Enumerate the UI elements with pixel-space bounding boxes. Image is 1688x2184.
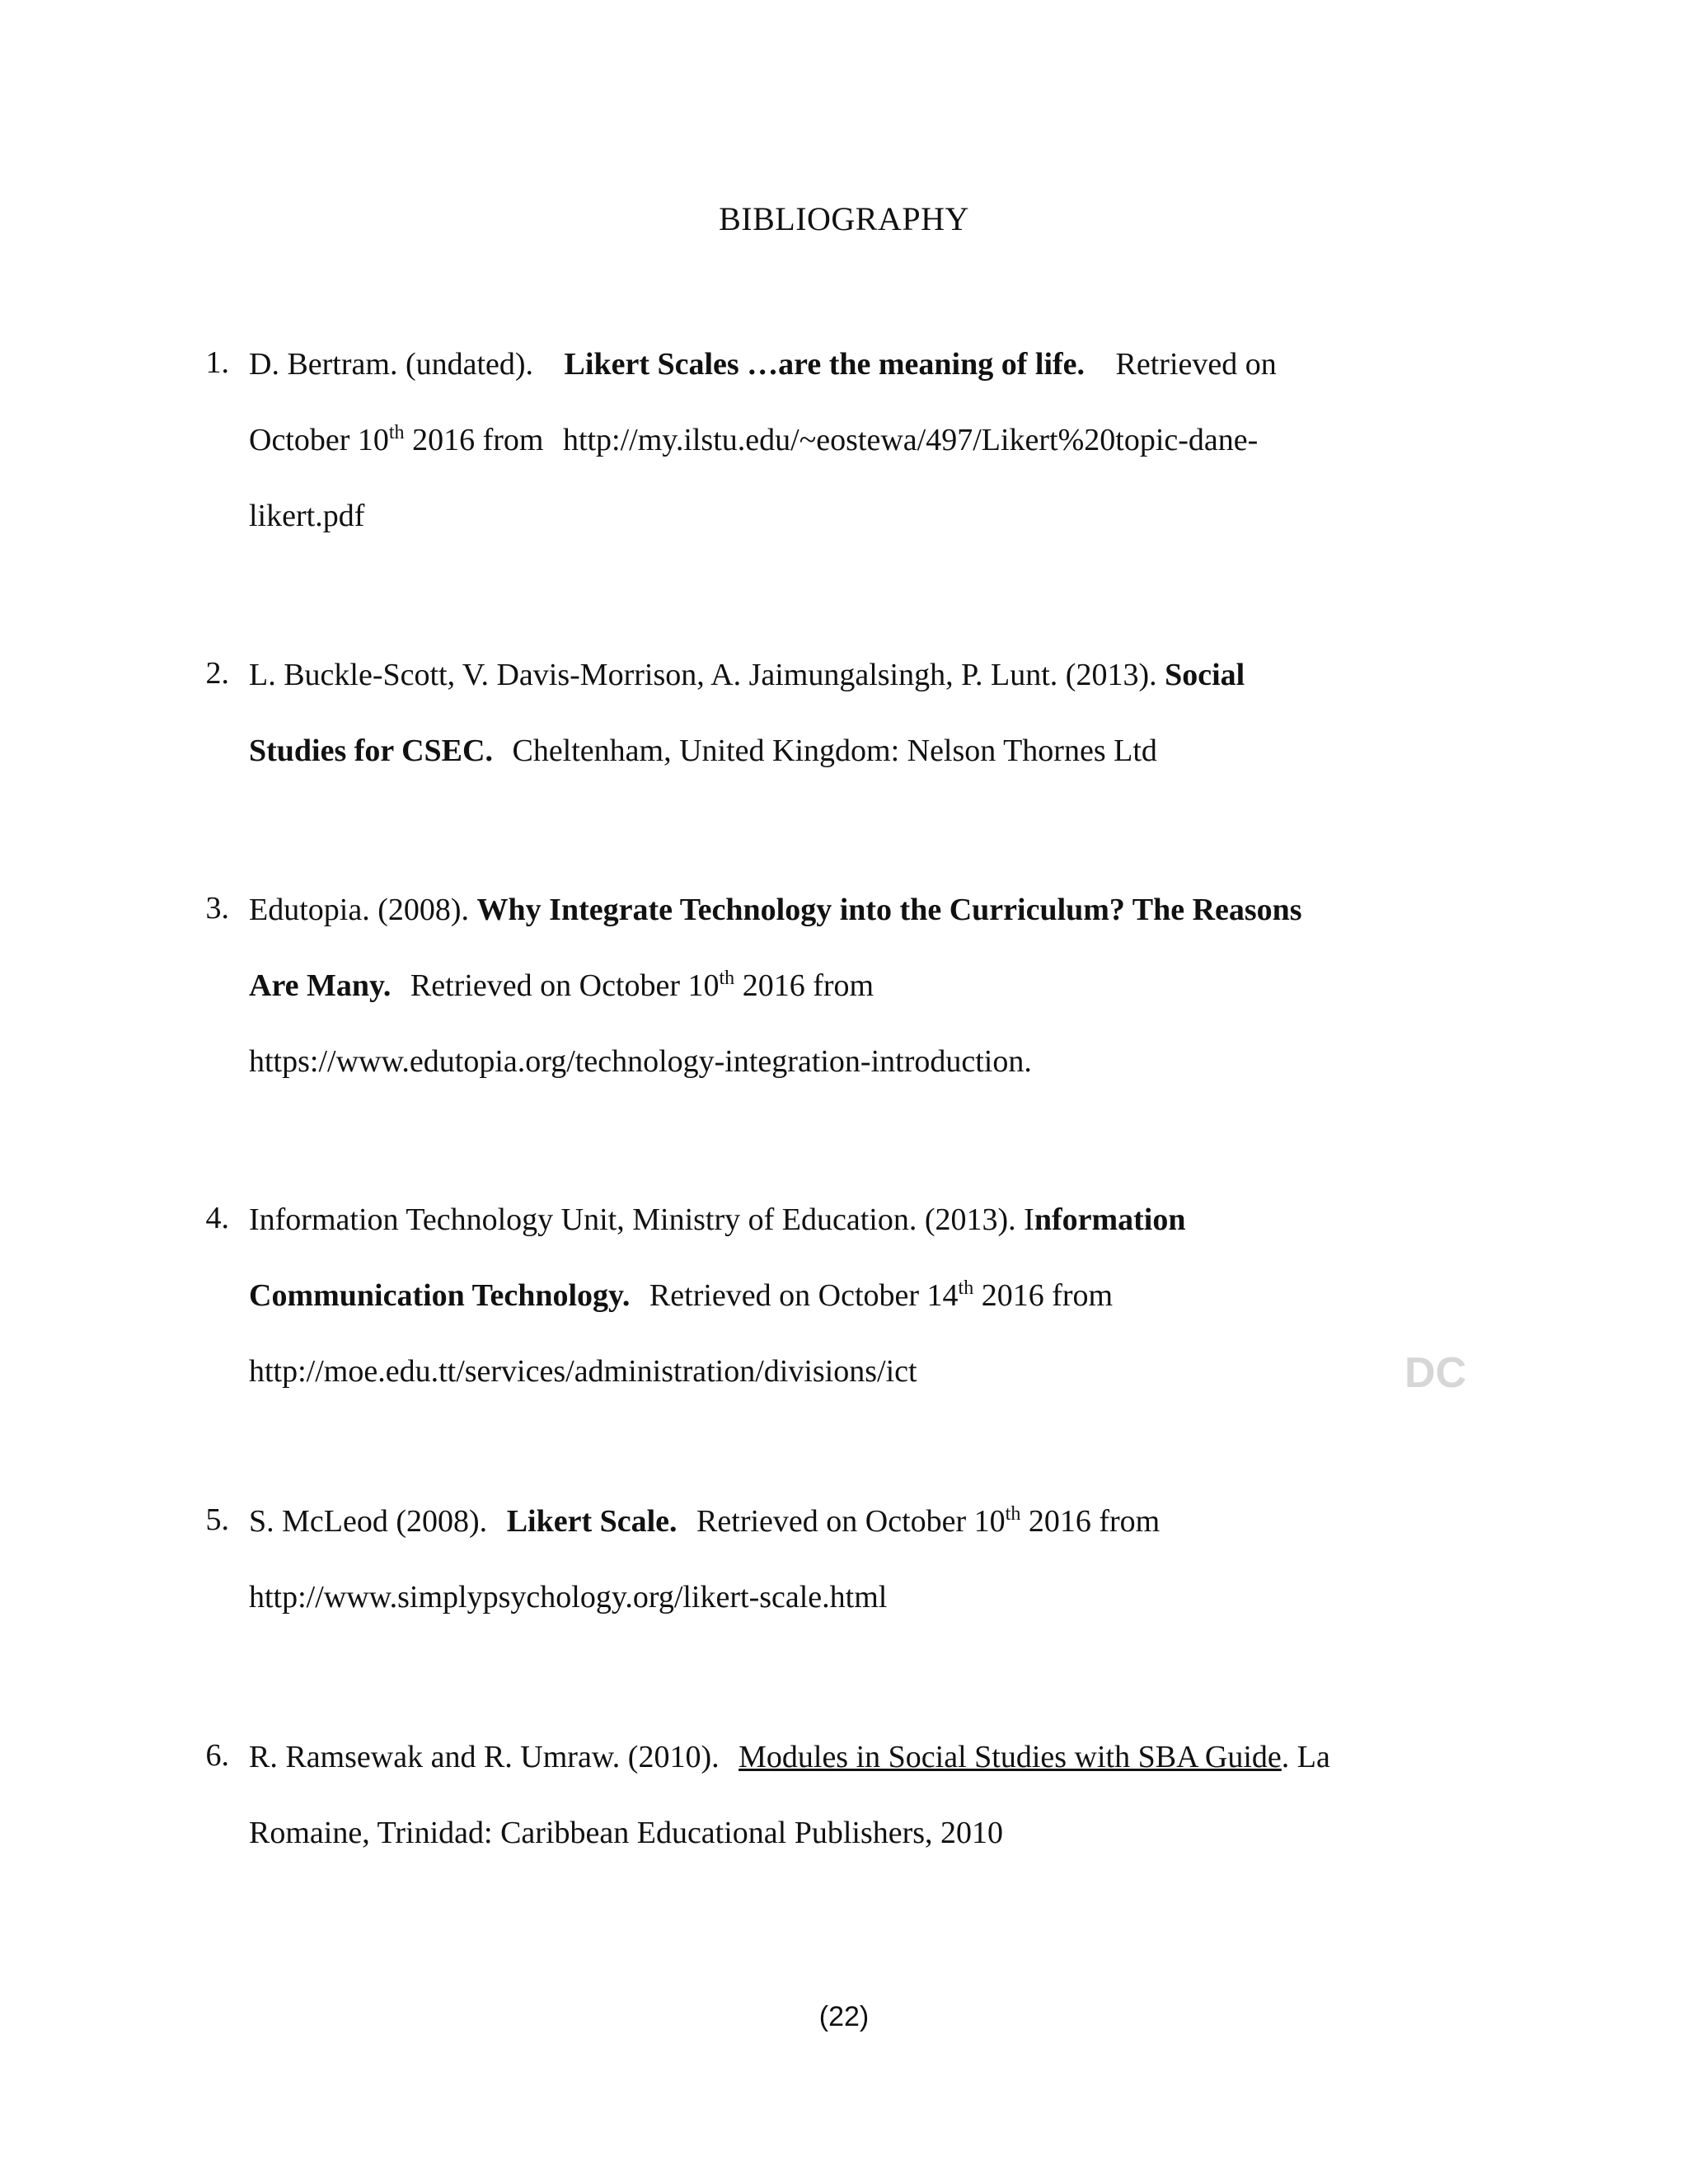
reference-text: Retrieved on October 10 [696, 1504, 1006, 1539]
reference-number: 2. [205, 656, 229, 691]
reference-publisher: Cheltenham, United Kingdom: Nelson Thornes Ltd [512, 733, 1157, 768]
reference-line [249, 637, 1444, 713]
reference-text: . La [1281, 1740, 1330, 1774]
reference-entry [249, 1483, 1444, 1635]
reference-line [249, 948, 1444, 1024]
reference-line [249, 1559, 1444, 1635]
reference-entry [249, 326, 1444, 554]
reference-title: Why Integrate Technology into the Curriculum? The Reasons [476, 893, 1302, 927]
reference-line [249, 872, 1444, 948]
reference-publisher: Romaine, Trinidad: Caribbean Educational Publishers, 2010 [249, 1816, 1004, 1850]
reference-text: Retrieved on October 14 [649, 1278, 959, 1313]
reference-title: Are Many. [249, 968, 392, 1003]
reference-text: Retrieved on October 10 [410, 968, 720, 1003]
page-title: BIBLIOGRAPHY [719, 200, 969, 237]
reference-text: Retrieved on [1115, 347, 1277, 382]
reference-author-date: R. Ramsewak and R. Umraw. (2010). [249, 1740, 720, 1774]
reference-url[interactable]: likert.pdf [249, 499, 365, 533]
reference-text: October 10 [249, 423, 389, 457]
reference-number: 6. [205, 1738, 229, 1773]
reference-text: 2016 from [412, 423, 544, 457]
reference-number: 5. [205, 1502, 229, 1537]
reference-author-date: S. McLeod (2008). [249, 1504, 488, 1539]
reference-text: 2016 from [742, 968, 874, 1003]
reference-number: 4. [205, 1201, 229, 1235]
reference-line [249, 713, 1444, 789]
reference-title: Likert Scales …are the meaning of life. [564, 347, 1085, 382]
ordinal-suffix: th [1005, 1503, 1021, 1525]
reference-line [249, 326, 1444, 402]
reference-number: 1. [205, 345, 229, 380]
reference-line [249, 478, 1444, 554]
reference-title: nformation [1034, 1202, 1186, 1237]
reference-title: Studies for CSEC. [249, 733, 493, 768]
reference-url[interactable]: https://www.edutopia.org/technology-integration-introduction. [249, 1044, 1032, 1079]
reference-line [249, 1333, 1444, 1409]
reference-title: Modules in Social Studies with SBA Guide [738, 1740, 1282, 1774]
reference-title: Likert Scale. [506, 1504, 678, 1539]
reference-author-date: L. Buckle-Scott, V. Davis-Morrison, A. Jaimungalsingh, P. Lunt. (2013). [249, 658, 1157, 692]
reference-line [249, 402, 1444, 478]
reference-line [249, 1719, 1444, 1795]
reference-title: Social [1165, 658, 1245, 692]
reference-line [249, 1024, 1444, 1099]
reference-number: 3. [205, 891, 229, 926]
reference-line [249, 1483, 1444, 1559]
scan-watermark: DC [1404, 1349, 1467, 1397]
ordinal-suffix: th [388, 422, 405, 443]
ordinal-suffix: th [719, 968, 735, 989]
reference-entry [249, 1719, 1444, 1871]
reference-line [249, 1258, 1444, 1333]
reference-entry [249, 1182, 1444, 1409]
reference-author-date: D. Bertram. (undated). [249, 347, 534, 382]
reference-url[interactable]: http://my.ilstu.edu/~eostewa/497/Likert%20topic-dane- [562, 423, 1259, 457]
reference-entry [249, 872, 1444, 1099]
reference-text: 2016 from [1028, 1504, 1160, 1539]
reference-url[interactable]: http://www.simplypsychology.org/likert-scale.html [249, 1580, 888, 1615]
ordinal-suffix: th [958, 1277, 974, 1299]
reference-author-date: Edutopia. (2008). [249, 893, 470, 927]
reference-text: 2016 from [981, 1278, 1114, 1313]
reference-line [249, 1182, 1444, 1258]
reference-entry [249, 637, 1444, 789]
reference-author-date: Information Technology Unit, Ministry of Education. (2013). I [249, 1202, 1034, 1237]
reference-url[interactable]: http://moe.edu.tt/services/administration/divisions/ict [249, 1354, 917, 1389]
page-number: (22) [818, 2001, 870, 2032]
reference-title: Communication Technology. [249, 1278, 631, 1313]
reference-line [249, 1795, 1444, 1871]
